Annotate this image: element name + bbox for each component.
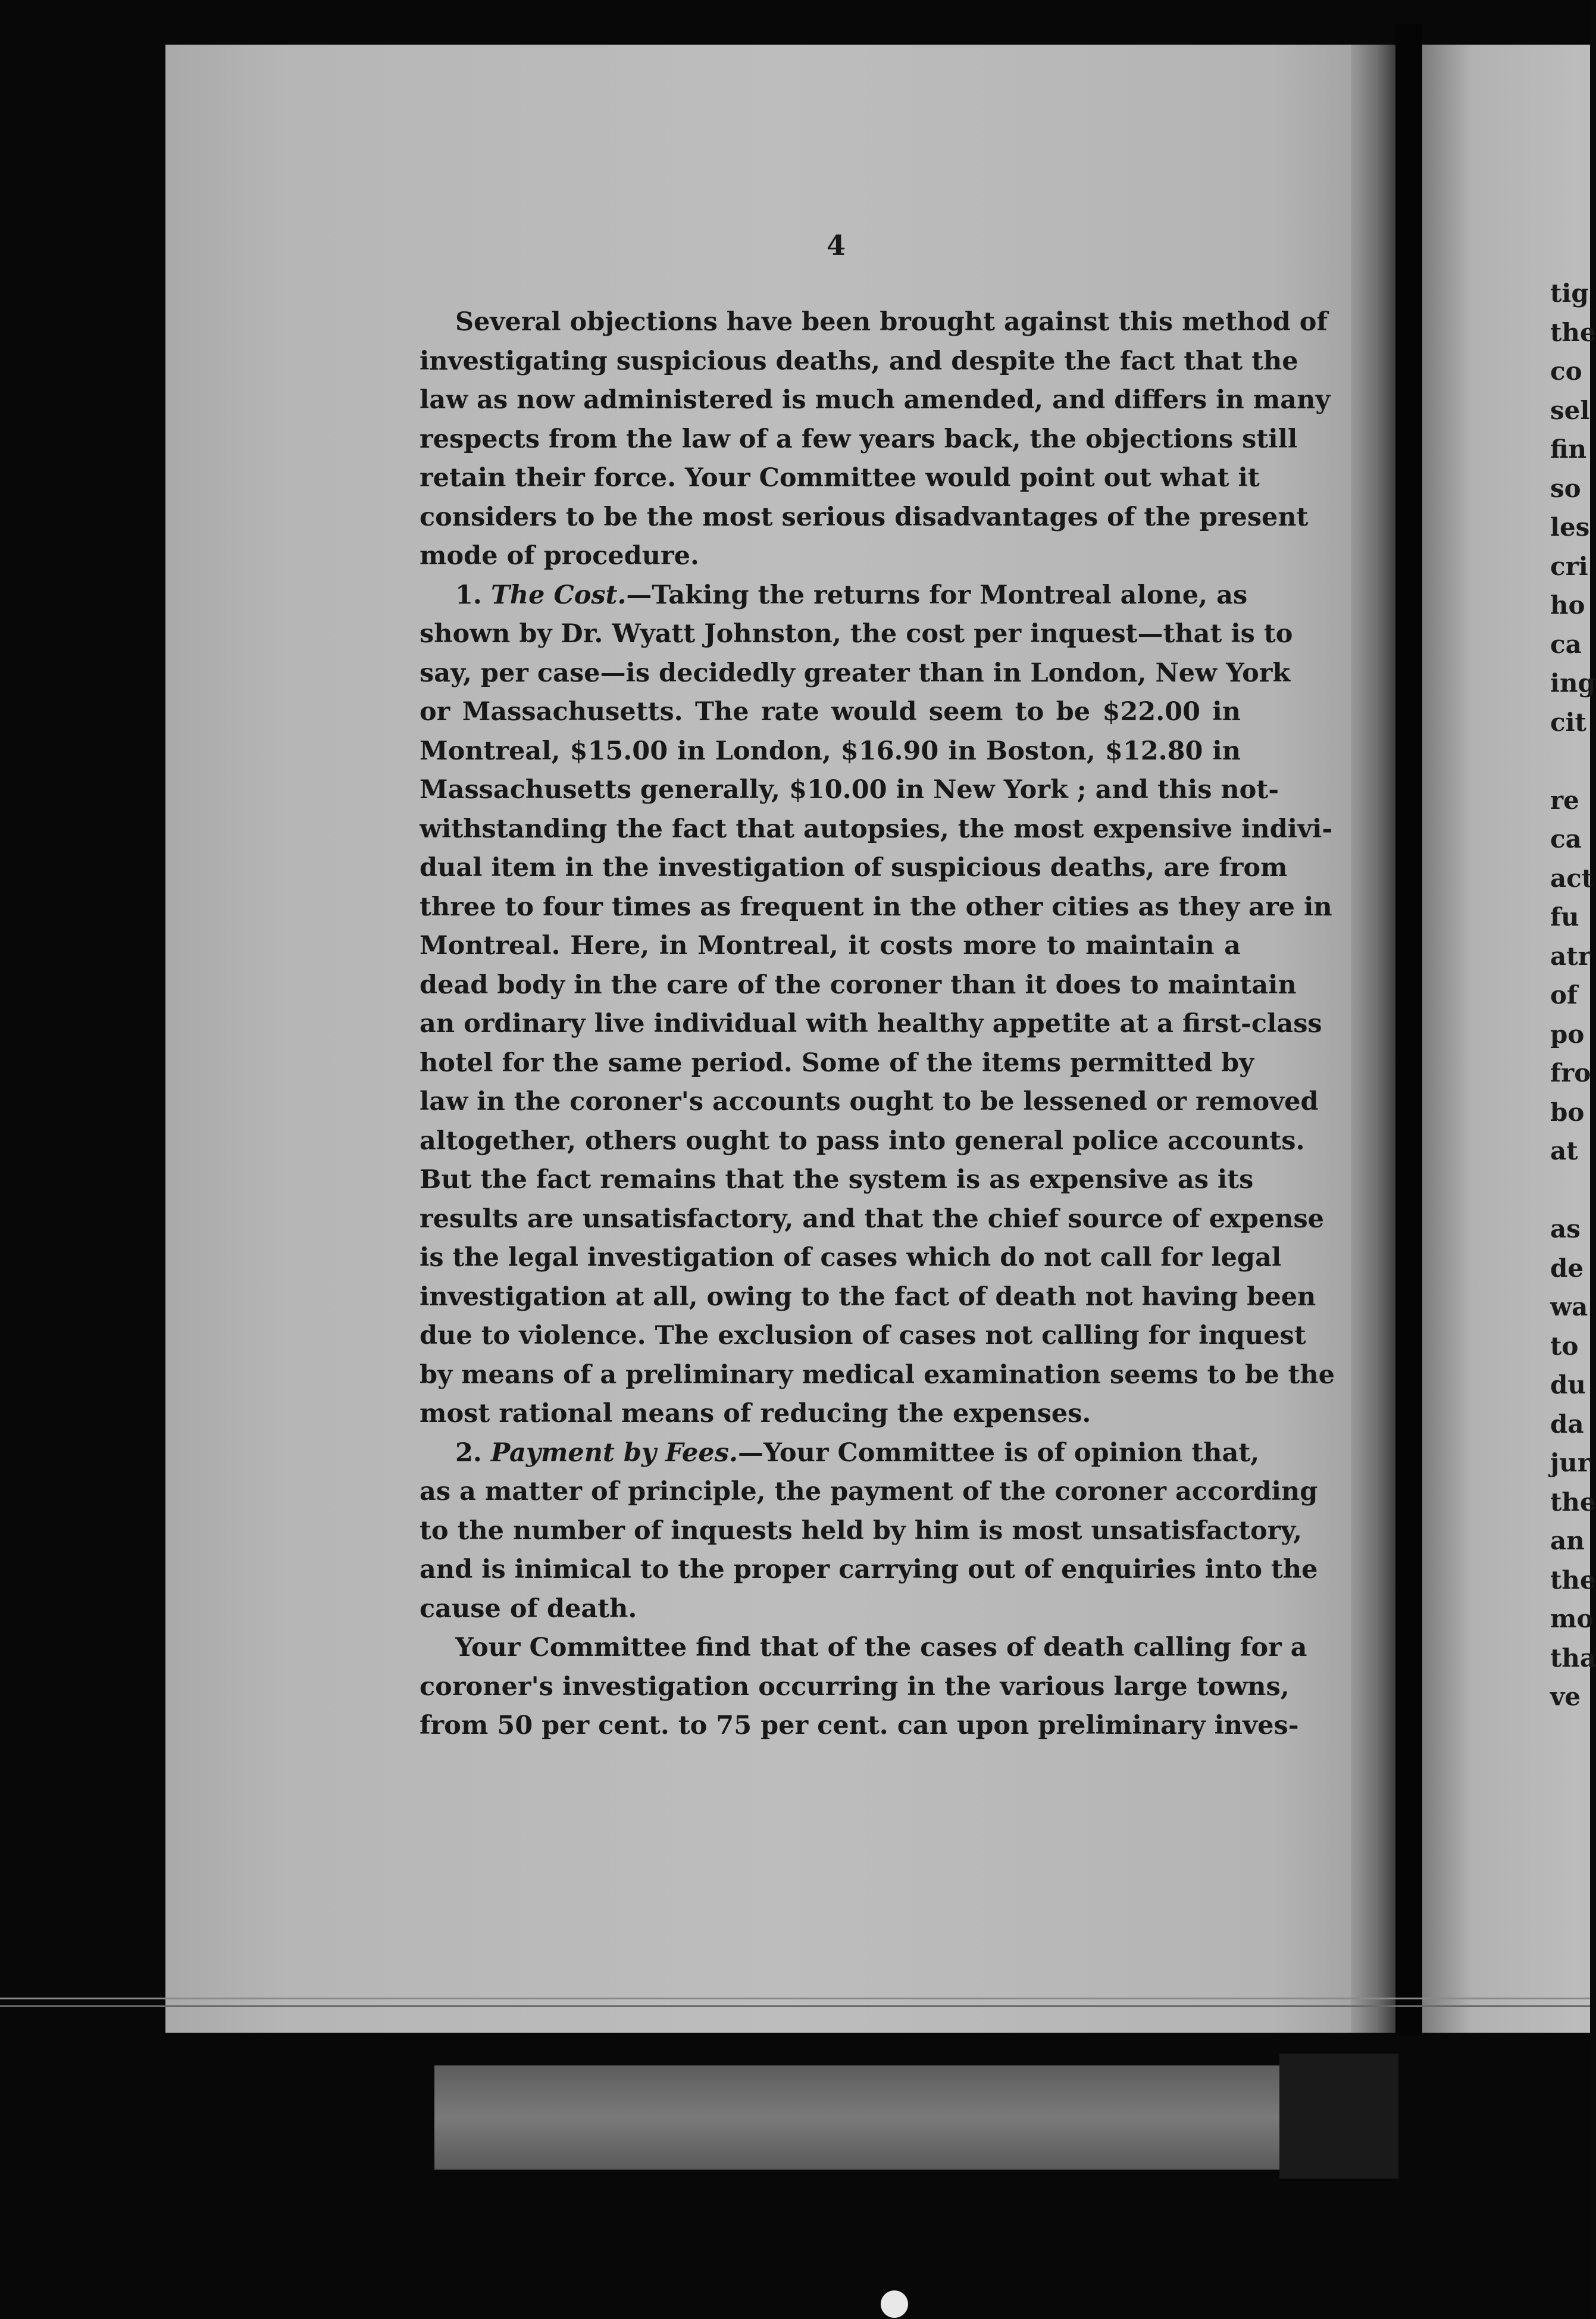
facing-fragment: cit [1550, 707, 1586, 737]
text-line [420, 1707, 1299, 1746]
facing-fragment: les [1550, 512, 1590, 542]
text-line [420, 810, 1333, 849]
line-text: dead body in the care of the coroner than it does to maintain [420, 970, 1297, 1000]
section-heading: The Cost. [490, 580, 627, 610]
line-text: law as now administered is much amended, and differs in many [420, 385, 1331, 415]
facing-fragment: of [1550, 980, 1578, 1010]
facing-fragment: so [1550, 473, 1581, 503]
line-text: cause of death. [420, 1593, 637, 1624]
facing-fragment: the [1550, 1487, 1596, 1517]
text-line [420, 1356, 1335, 1395]
line-text: an ordinary live individual with healthy appetite at a first-class [420, 1009, 1322, 1039]
facing-fragment: an [1550, 1526, 1585, 1555]
text-line [420, 771, 1279, 810]
text-line [420, 381, 1331, 420]
text-line [420, 1278, 1316, 1317]
facing-fragment: fro [1550, 1058, 1591, 1087]
line-text: Montreal, $15.00 in London, $16.90 in Boston, $12.80 in [420, 736, 1241, 766]
facing-fragment: ca [1550, 824, 1582, 854]
section-number: 1. [455, 580, 491, 610]
text-line [420, 654, 1291, 693]
facing-fragment: cri [1550, 551, 1588, 581]
line-text: —Your Committee is of opinion that, [737, 1437, 1260, 1468]
lower-strip-dark [1279, 2054, 1398, 2179]
text-line [420, 342, 1298, 382]
facing-fragment: atr [1550, 941, 1591, 971]
facing-fragment: ho [1550, 590, 1585, 620]
text-line [420, 1083, 1319, 1122]
line-text: shown by Dr. Wyatt Johnston, the cost per inquest—that is to [420, 619, 1293, 649]
facing-page-text [1550, 274, 1596, 1717]
text-line [420, 1200, 1325, 1239]
text-line [420, 927, 1241, 966]
text-line [420, 1590, 1241, 1629]
body-text [420, 303, 1335, 1746]
text-line [420, 1317, 1306, 1356]
line-text: Several objections have been brought against this method of [455, 307, 1328, 337]
facing-fragment: jur [1550, 1448, 1591, 1477]
text-line [420, 849, 1288, 888]
text-line [420, 693, 1241, 732]
line-text: from 50 per cent. to 75 per cent. can upon preliminary inves- [420, 1711, 1299, 1740]
facing-fragment: da [1550, 1409, 1584, 1439]
facing-fragment: mo [1550, 1604, 1594, 1633]
line-text: Massachusetts generally, $10.00 in New York ; and this not- [420, 775, 1279, 805]
facing-fragment: sel [1550, 395, 1590, 425]
text-line [420, 1512, 1303, 1551]
facing-fragment: the [1550, 1565, 1596, 1595]
facing-fragment: de [1550, 1253, 1584, 1283]
lower-strip [434, 2065, 1279, 2170]
line-text: investigating suspicious deaths, and despite the fact that the [420, 346, 1298, 376]
line-text: respects from the law of a few years back, the objections still [420, 424, 1298, 454]
text-line [420, 1005, 1322, 1044]
line-text: considers to be the most serious disadvantages of the present [420, 502, 1309, 532]
line-text: coroner's investigation occurring in the various large towns, [420, 1671, 1290, 1702]
text-line [420, 615, 1293, 654]
page-text [420, 229, 1335, 1746]
facing-fragment: to [1550, 1331, 1579, 1361]
facing-fragment: du [1550, 1370, 1586, 1399]
text-line [420, 1434, 1260, 1473]
text-line [420, 1629, 1307, 1668]
facing-fragment: fu [1550, 902, 1579, 932]
text-line [420, 420, 1298, 460]
line-text: investigation at all, owing to the fact of death not having been [420, 1282, 1316, 1312]
text-line [420, 1473, 1318, 1512]
facing-fragment: co [1550, 357, 1582, 386]
line-text: withstanding the fact that autopsies, the most expensive indivi- [420, 814, 1333, 844]
line-text: by means of a preliminary medical examination seems to be the [420, 1359, 1335, 1390]
facing-fragment: ve [1550, 1682, 1581, 1711]
page-edge-shadow [1351, 45, 1395, 2033]
text-line [420, 537, 1241, 576]
text-line [420, 1551, 1318, 1590]
facing-fragment: fin [1550, 435, 1587, 464]
text-line [420, 1044, 1254, 1083]
facing-fragment: po [1550, 1019, 1585, 1049]
text-line [420, 1239, 1282, 1278]
line-text: altogether, others ought to pass into general police accounts. [420, 1126, 1305, 1156]
section-heading: Payment by Fees. [490, 1437, 738, 1468]
line-text: is the legal investigation of cases which do not call for legal [420, 1243, 1282, 1273]
text-line [420, 966, 1297, 1005]
line-text: retain their force. Your Committee would point out what it [420, 463, 1260, 493]
punch-hole [881, 2290, 908, 2318]
line-text: due to violence. The exclusion of cases not calling for inquest [420, 1321, 1306, 1351]
text-line [420, 459, 1260, 498]
facing-fragment: re [1550, 785, 1579, 815]
text-line [420, 1122, 1305, 1161]
line-text: dual item in the investigation of suspicious deaths, are from [420, 853, 1288, 883]
book-spine [1395, 24, 1422, 2036]
facing-fragment: at [1550, 1136, 1578, 1165]
scan-band [0, 1998, 1590, 2007]
facing-fragment: act [1550, 863, 1594, 893]
line-text: or Massachusetts. The rate would seem to be $22.00 in [420, 697, 1241, 727]
facing-fragment: tig [1550, 279, 1589, 308]
facing-fragment: wa [1550, 1292, 1588, 1321]
line-text: Montreal. Here, in Montreal, it costs more to maintain a [420, 931, 1241, 961]
text-line [420, 303, 1328, 342]
line-text: But the fact remains that the system is as expensive as its [420, 1165, 1254, 1195]
text-line [420, 1395, 1241, 1434]
facing-fragment [1550, 1171, 1590, 1210]
section-number: 2. [455, 1437, 491, 1468]
line-text: to the number of inquests held by him is most unsatisfactory, [420, 1515, 1303, 1546]
line-text: mode of procedure. [420, 541, 699, 571]
line-text: as a matter of principle, the payment of the coroner according [420, 1477, 1318, 1507]
facing-fragment: tha [1550, 1643, 1596, 1673]
text-line [420, 888, 1332, 927]
facing-fragment: ing [1550, 668, 1595, 698]
line-text: most rational means of reducing the expenses. [420, 1399, 1091, 1429]
text-line [420, 1668, 1290, 1707]
line-text: hotel for the same period. Some of the items permitted by [420, 1048, 1254, 1078]
line-text: three to four times as frequent in the other cities as they are in [420, 892, 1332, 922]
page-number: 4 [826, 229, 846, 261]
text-line [420, 576, 1248, 615]
facing-fragment: bo [1550, 1097, 1585, 1127]
facing-fragment [1550, 742, 1590, 781]
facing-fragment: the [1550, 317, 1596, 347]
text-line [420, 498, 1309, 537]
line-text: and is inimical to the proper carrying out of enquiries into the [420, 1555, 1318, 1584]
line-text: law in the coroner's accounts ought to be lessened or removed [420, 1087, 1319, 1117]
facing-fragment: as [1550, 1214, 1581, 1243]
line-text: —Taking the returns for Montreal alone, as [626, 580, 1248, 610]
line-text: say, per case—is decidedly greater than in London, New York [420, 658, 1291, 688]
text-line [420, 732, 1241, 771]
line-text: results are unsatisfactory, and that the chief source of expense [420, 1204, 1325, 1234]
line-text: Your Committee find that of the cases of death calling for a [455, 1633, 1307, 1662]
facing-fragment: ca [1550, 629, 1582, 659]
text-line [420, 1161, 1254, 1200]
